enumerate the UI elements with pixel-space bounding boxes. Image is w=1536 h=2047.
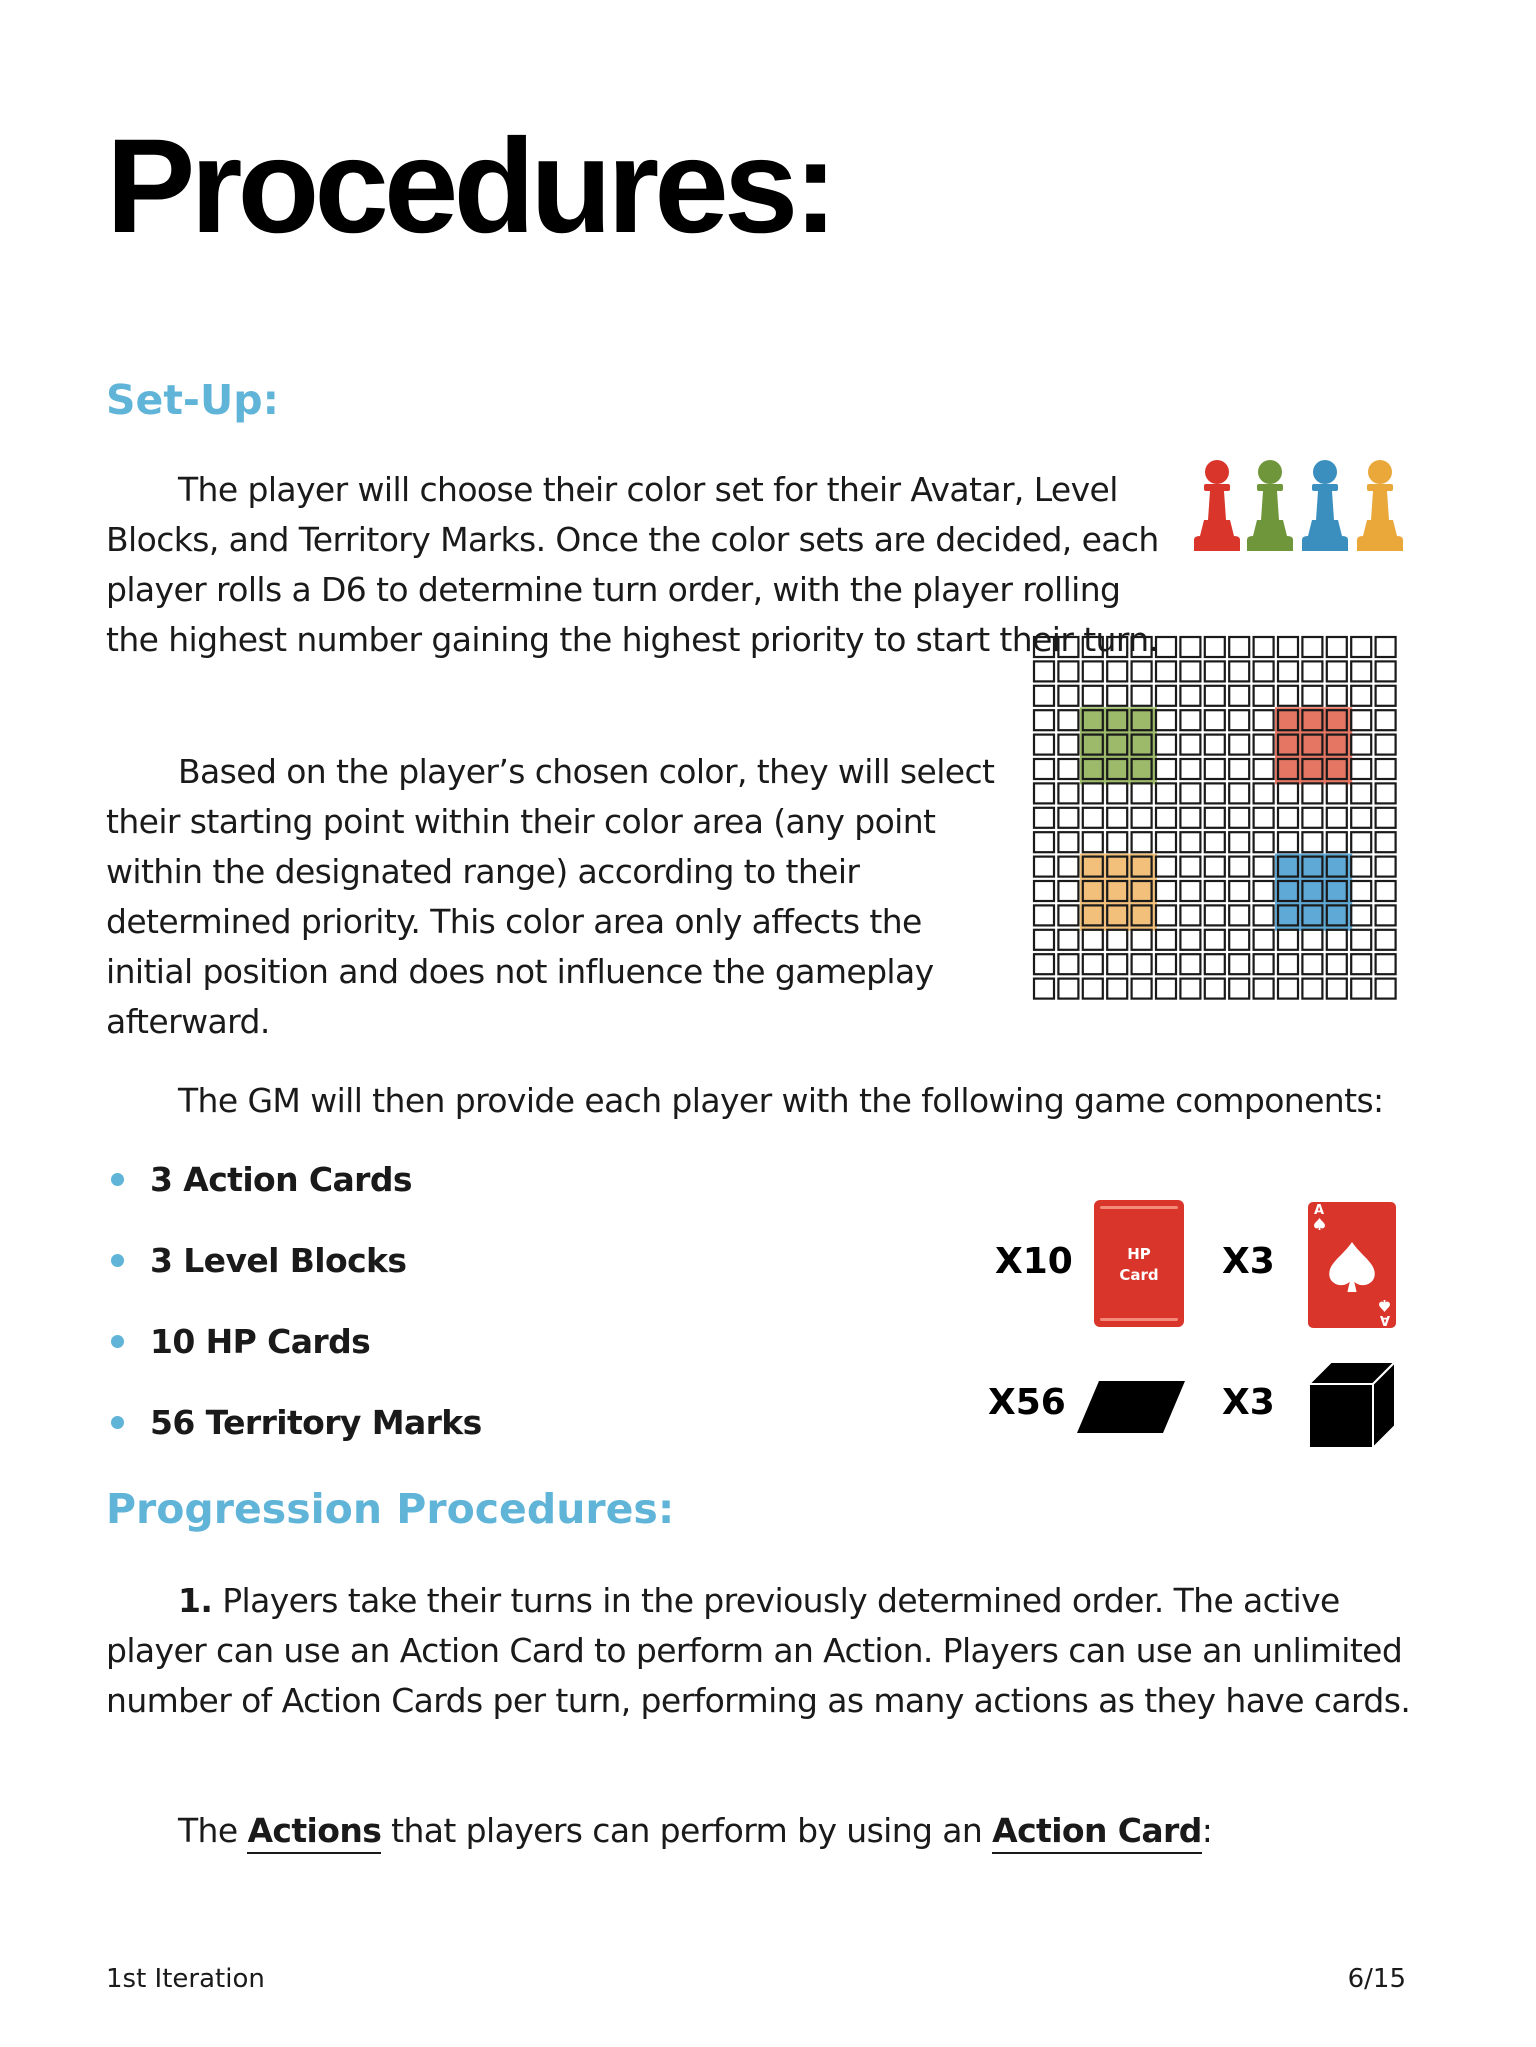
grid-cell	[1034, 808, 1054, 828]
grid-cell	[1058, 954, 1078, 974]
page-title: Procedures:	[106, 112, 833, 261]
grid-cell	[1351, 735, 1371, 755]
setup-heading: Set-Up:	[106, 376, 279, 424]
grid-cell	[1083, 832, 1103, 852]
grid-cell	[1058, 905, 1078, 925]
grid-cell	[1376, 759, 1396, 779]
grid-cell	[1254, 905, 1274, 925]
green-start-zone	[1080, 707, 1157, 784]
grid-cell	[1107, 930, 1127, 950]
grid-cell	[1254, 710, 1274, 730]
grid-cell	[1376, 661, 1396, 681]
grid-cell	[1058, 637, 1078, 657]
grid-cell	[1254, 759, 1274, 779]
grid-cell	[1034, 783, 1054, 803]
bullet-icon	[111, 1416, 124, 1429]
red-start-zone	[1275, 707, 1352, 784]
grid-cell	[1180, 954, 1200, 974]
grid-cell	[1205, 808, 1225, 828]
grid-cell	[1205, 783, 1225, 803]
grid-cell	[1327, 637, 1347, 657]
grid-cell	[1107, 661, 1127, 681]
hp-card-icon	[1094, 1200, 1184, 1327]
grid-cell	[1180, 881, 1200, 901]
grid-cell	[1180, 832, 1200, 852]
grid-cell	[1156, 710, 1176, 730]
footer-iteration: 1st Iteration	[106, 1964, 265, 1994]
grid-cell	[1351, 686, 1371, 706]
grid-cell	[1205, 735, 1225, 755]
grid-cell	[1034, 759, 1054, 779]
grid-cell	[1058, 832, 1078, 852]
grid-cell	[1376, 881, 1396, 901]
grid-cell	[1034, 979, 1054, 999]
grid-cell	[1229, 759, 1249, 779]
grid-cell	[1351, 710, 1371, 730]
card-rank-top: A	[1314, 1203, 1325, 1218]
grid-cell	[1302, 979, 1322, 999]
grid-cell	[1058, 686, 1078, 706]
grid-cell	[1034, 857, 1054, 877]
grid-cell	[1034, 832, 1054, 852]
component-level-blocks	[111, 1241, 407, 1280]
grid-cell	[1083, 930, 1103, 950]
bullet-icon	[111, 1254, 124, 1267]
grid-cell	[1229, 954, 1249, 974]
actions-term: Actions	[247, 1811, 381, 1854]
grid-cell	[1376, 979, 1396, 999]
grid-cell	[1034, 637, 1054, 657]
grid-cell	[1302, 661, 1322, 681]
step-number: 1.	[178, 1581, 213, 1620]
grid-cell	[1278, 954, 1298, 974]
grid-cell	[1302, 783, 1322, 803]
grid-cell	[1058, 710, 1078, 730]
grid-cell	[1132, 930, 1152, 950]
level-block-cube-icon	[1307, 1360, 1397, 1450]
grid-cell	[1132, 783, 1152, 803]
grid-cell	[1034, 930, 1054, 950]
grid-cell	[1205, 857, 1225, 877]
grid-cell	[1254, 979, 1274, 999]
grid-cell	[1229, 905, 1249, 925]
red-pawn-icon	[1194, 460, 1240, 551]
grid-cell	[1229, 881, 1249, 901]
level-block-quantity: X3	[1222, 1382, 1275, 1423]
grid-cell	[1376, 783, 1396, 803]
grid-cell	[1351, 881, 1371, 901]
grid-cell	[1132, 979, 1152, 999]
grid-cell	[1132, 637, 1152, 657]
grid-cell	[1132, 954, 1152, 974]
orange-start-zone	[1080, 854, 1157, 931]
grid-cell	[1205, 881, 1225, 901]
grid-cell	[1180, 661, 1200, 681]
grid-cell	[1180, 930, 1200, 950]
grid-cell	[1254, 832, 1274, 852]
grid-cell	[1180, 637, 1200, 657]
small-spade-icon	[1314, 1218, 1325, 1230]
grid-cell	[1376, 735, 1396, 755]
grid-cell	[1156, 661, 1176, 681]
grid-cell	[1034, 881, 1054, 901]
progression-heading: Progression Procedures:	[106, 1485, 675, 1533]
grid-cell	[1107, 783, 1127, 803]
hp-card-quantity: X10	[995, 1241, 1073, 1282]
component-label: 10 HP Cards	[150, 1322, 371, 1361]
grid-cell	[1034, 661, 1054, 681]
grid-cell	[1156, 808, 1176, 828]
grid-cell	[1083, 661, 1103, 681]
grid-cell	[1156, 857, 1176, 877]
grid-cell	[1351, 759, 1371, 779]
component-label: 3 Action Cards	[150, 1160, 412, 1199]
grid-cell	[1254, 881, 1274, 901]
grid-cell	[1156, 930, 1176, 950]
grid-cell	[1351, 930, 1371, 950]
grid-cell	[1132, 832, 1152, 852]
grid-cell	[1278, 783, 1298, 803]
grid-cell	[1107, 637, 1127, 657]
grid-cell	[1058, 857, 1078, 877]
hp-card-edge	[1100, 1206, 1178, 1209]
grid-cell	[1205, 954, 1225, 974]
grid-cell	[1058, 808, 1078, 828]
grid-cell	[1156, 979, 1176, 999]
grid-cell	[1302, 954, 1322, 974]
grid-cell	[1254, 808, 1274, 828]
grid-cell	[1278, 661, 1298, 681]
grid-cell	[1229, 637, 1249, 657]
grid-cell	[1327, 930, 1347, 950]
grid-cell	[1205, 905, 1225, 925]
grid-cell	[1205, 686, 1225, 706]
pawns-illustration	[1192, 458, 1406, 558]
grid-cell	[1180, 905, 1200, 925]
grid-cell	[1083, 808, 1103, 828]
grid-cell	[1229, 686, 1249, 706]
grid-cell	[1278, 979, 1298, 999]
blue-start-zone	[1275, 854, 1352, 931]
blue-pawn-icon	[1302, 460, 1348, 551]
grid-cell	[1376, 954, 1396, 974]
grid-cell	[1254, 735, 1274, 755]
grid-cell	[1107, 954, 1127, 974]
grid-cell	[1376, 710, 1396, 730]
grid-cell	[1254, 930, 1274, 950]
grid-cell	[1058, 759, 1078, 779]
grid-cell	[1180, 686, 1200, 706]
hp-card-line: HP	[1127, 1245, 1151, 1263]
footer-page-number: 6/15	[1347, 1964, 1406, 1994]
grid-cell	[1180, 735, 1200, 755]
grid-cell	[1351, 637, 1371, 657]
grid-cell	[1058, 661, 1078, 681]
grid-cell	[1327, 783, 1347, 803]
setup-paragraph-1: The player will choose their color set for their Avatar, Level Blocks, and Territory Marks. Once the color sets are decided, each player rolls a D6 to determine turn order, with the player rolling the highest number gaining the highest priority to start their turn.	[106, 470, 1159, 659]
grid-cell	[1058, 930, 1078, 950]
grid-cell	[1376, 905, 1396, 925]
grid-cell	[1229, 783, 1249, 803]
grid-cell	[1327, 832, 1347, 852]
grid-cell	[1058, 735, 1078, 755]
grid-cell	[1156, 783, 1176, 803]
grid-cell	[1058, 783, 1078, 803]
grid-cell	[1156, 832, 1176, 852]
actions-suffix: :	[1201, 1811, 1213, 1850]
grid-cell	[1229, 857, 1249, 877]
action-card-term: Action Card	[992, 1811, 1202, 1854]
grid-cell	[1205, 637, 1225, 657]
grid-cell	[1034, 905, 1054, 925]
grid-cell	[1205, 930, 1225, 950]
component-label: 56 Territory Marks	[150, 1403, 482, 1442]
grid-cell	[1205, 759, 1225, 779]
grid-cell	[1156, 637, 1176, 657]
grid-cell	[1278, 686, 1298, 706]
grid-cell	[1327, 686, 1347, 706]
grid-cell	[1376, 637, 1396, 657]
grid-cell	[1302, 930, 1322, 950]
grid-cell	[1376, 930, 1396, 950]
grid-cell	[1107, 808, 1127, 828]
grid-cell	[1327, 954, 1347, 974]
grid-cell	[1229, 735, 1249, 755]
grid-cell	[1229, 979, 1249, 999]
grid-cell	[1107, 979, 1127, 999]
grid-cell	[1156, 735, 1176, 755]
grid-cell	[1229, 808, 1249, 828]
grid-cell	[1254, 783, 1274, 803]
grid-cell	[1376, 832, 1396, 852]
component-territory-marks	[111, 1403, 482, 1442]
grid-cell	[1278, 637, 1298, 657]
grid-cell	[1254, 661, 1274, 681]
grid-cell	[1229, 832, 1249, 852]
action-card-icon	[1308, 1202, 1396, 1328]
grid-cell	[1254, 857, 1274, 877]
hp-card-edge	[1100, 1318, 1178, 1321]
grid-cell	[1083, 686, 1103, 706]
grid-cell	[1278, 832, 1298, 852]
grid-cell	[1156, 686, 1176, 706]
grid-cell	[1351, 857, 1371, 877]
grid-cell	[1132, 808, 1152, 828]
green-pawn-icon	[1247, 460, 1293, 551]
grid-cell	[1180, 808, 1200, 828]
component-label: 3 Level Blocks	[150, 1241, 407, 1280]
grid-cell	[1083, 637, 1103, 657]
territory-mark-icon	[1077, 1381, 1185, 1433]
grid-cell	[1083, 783, 1103, 803]
grid-cell	[1376, 808, 1396, 828]
grid-cell	[1302, 637, 1322, 657]
grid-cell	[1302, 686, 1322, 706]
hp-card-line: Card	[1119, 1266, 1159, 1284]
actions-sentence	[106, 1806, 1436, 1856]
grid-cell	[1156, 905, 1176, 925]
grid-cell	[1302, 808, 1322, 828]
step-text: Players take their turns in the previously determined order. The active player can use an Action Card to perform an Action. Players can use an unlimited number of Action Cards per turn, performing as many actions as they have cards.	[106, 1581, 1411, 1720]
grid-cell	[1229, 661, 1249, 681]
grid-cell	[1180, 759, 1200, 779]
grid-cell	[1327, 808, 1347, 828]
grid-cell	[1327, 661, 1347, 681]
grid-cell	[1107, 832, 1127, 852]
action-card-quantity: X3	[1222, 1241, 1275, 1282]
orange-pawn-icon	[1357, 460, 1403, 551]
card-corner-bottom	[1376, 1296, 1396, 1328]
grid-cell	[1083, 979, 1103, 999]
grid-cell	[1034, 686, 1054, 706]
grid-cell	[1107, 686, 1127, 706]
grid-cell	[1351, 979, 1371, 999]
grid-cell	[1351, 954, 1371, 974]
component-action-cards	[111, 1160, 412, 1199]
spade-icon	[1329, 1242, 1375, 1292]
grid-cell	[1254, 954, 1274, 974]
grid-cell	[1351, 832, 1371, 852]
grid-cell	[1205, 710, 1225, 730]
grid-cell	[1278, 930, 1298, 950]
grid-cell	[1376, 857, 1396, 877]
component-hp-cards	[111, 1322, 371, 1361]
grid-cell	[1351, 661, 1371, 681]
grid-cell	[1302, 832, 1322, 852]
grid-cell	[1132, 686, 1152, 706]
actions-middle: that players can perform by using an	[381, 1811, 993, 1850]
grid-cell	[1058, 881, 1078, 901]
board-grid	[1031, 634, 1401, 1004]
grid-cell	[1327, 979, 1347, 999]
grid-cell	[1229, 930, 1249, 950]
grid-cell	[1180, 710, 1200, 730]
grid-cell	[1205, 979, 1225, 999]
grid-cell	[1034, 735, 1054, 755]
card-rank-bottom: A	[1379, 1312, 1390, 1327]
grid-cell	[1254, 686, 1274, 706]
grid-cell	[1229, 710, 1249, 730]
grid-cell	[1156, 759, 1176, 779]
setup-paragraph-3: The GM will then provide each player with the following game components:	[178, 1081, 1384, 1120]
setup-paragraph-2: Based on the player’s chosen color, they will select their starting point within their color area (any point within the designated range) according to their determined priority. This color area only affects the initial position and does not influence the gameplay afterward.	[106, 752, 995, 1041]
grid-cell	[1034, 954, 1054, 974]
grid-cell	[1351, 905, 1371, 925]
grid-cell	[1180, 783, 1200, 803]
grid-cell	[1156, 954, 1176, 974]
grid-cell	[1034, 710, 1054, 730]
grid-cell	[1205, 661, 1225, 681]
grid-cell	[1376, 686, 1396, 706]
grid-cell	[1083, 954, 1103, 974]
actions-prefix: The	[178, 1811, 248, 1850]
progression-step-1	[106, 1576, 1436, 1726]
grid-cell	[1351, 783, 1371, 803]
grid-cell	[1205, 832, 1225, 852]
grid-cell	[1132, 661, 1152, 681]
hp-card-text	[1094, 1244, 1184, 1286]
grid-cell	[1180, 857, 1200, 877]
grid-cell	[1058, 979, 1078, 999]
grid-cell	[1351, 808, 1371, 828]
territory-mark-quantity: X56	[988, 1382, 1066, 1423]
grid-cell	[1156, 881, 1176, 901]
bullet-icon	[111, 1335, 124, 1348]
grid-cell	[1180, 979, 1200, 999]
small-spade-icon	[1379, 1300, 1390, 1312]
grid-cell	[1278, 808, 1298, 828]
grid-cell	[1254, 637, 1274, 657]
bullet-icon	[111, 1173, 124, 1186]
